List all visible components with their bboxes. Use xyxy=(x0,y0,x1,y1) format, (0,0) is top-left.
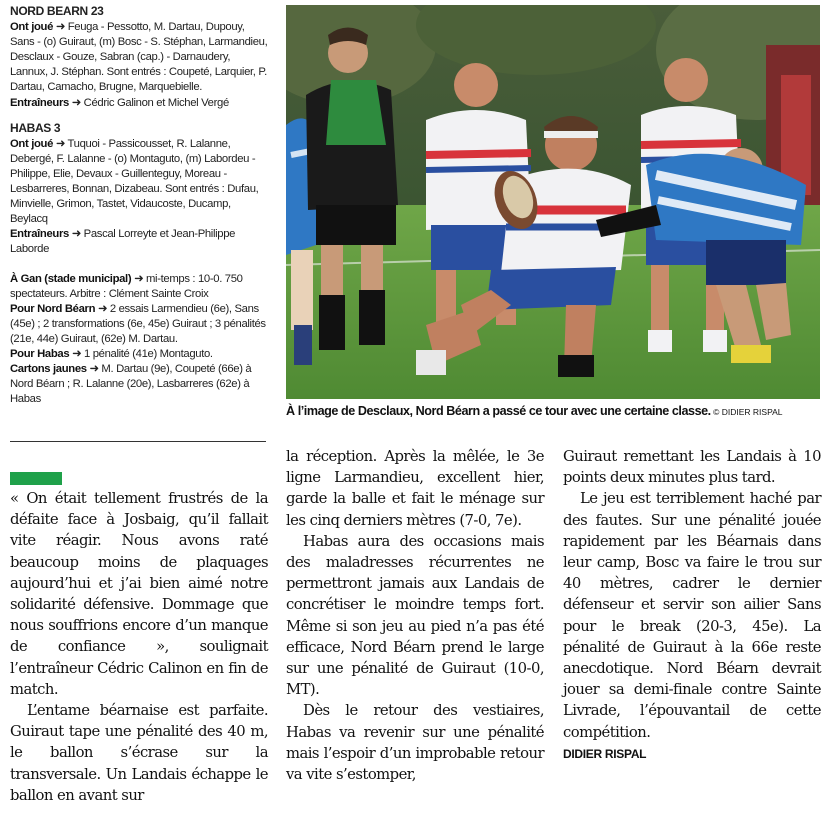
team1-title: NORD BEARN 23 xyxy=(10,4,104,18)
article-paragraph: Le jeu est terriblement haché par des fautes. Sur une pénalité jouée rapidement par les Béarnais dans leur camp, Bosc va faire le trou sur 40 mètres, cadrer le dernier défenseur et servir son ailier Sans pour le break (20-3, 45e). La pénalité de Guiraut à la 66e reste anecdotique. Nord Béarn devrait jouer sa demi-finale contre Sainte Livrade, l’épouvantail de cette compétition. xyxy=(563,490,821,741)
match-yellow-cards: Cartons jaunes ➜ M. Dartau (9e), Coupeté (66e) à Nord Béarn ; R. Lalanne (20e), Lasbarreres (62e) à Habas xyxy=(10,363,252,406)
team2-lineup: Ont joué ➜ Tuquoi - Passicousset, R. Lalanne, Debergé, F. Lalanne - (o) Montaguto, (m) Labordeu - Philippe, Elie, Devaux - Guillenteguy, Moreau - Lesbarreres, Bonnan, Dizabeau. Sont entrés : Dufau, Minvielle, Grimon, Tastet, Vidaucoste, Ducamp, Beylacq xyxy=(10,137,259,226)
match-nord-scorers: Pour Nord Béarn ➜ 2 essais Larmendieu (6e), Sans (45e) ; 2 transformations (6e, 45e) Guiraut ; 3 pénalités (21e, 44e) Guiraut, (62e) M. Dartau. xyxy=(10,302,266,345)
arrow-icon: ➜ xyxy=(55,137,65,150)
section-accent-bar xyxy=(10,472,62,485)
sidebar-divider xyxy=(10,441,266,442)
team-sheet-sidebar xyxy=(10,4,268,407)
team2-title: HABAS 3 xyxy=(10,120,61,135)
article-paragraph: Dès le retour des vestiaires, Habas va revenir sur une pénalité mais l’espoir d’un improbable retour va vite s’estomper, xyxy=(286,702,544,784)
article-paragraph: la réception. Après la mêlée, le 3e ligne Larmandieu, excellent hier, garde la balle et fait le ménage sur les cinq derniers mètres (7-0, 7e). xyxy=(286,448,544,529)
rugby-photo xyxy=(286,5,820,399)
arrow-icon: ➜ xyxy=(71,96,81,109)
team2-coaches: Entraîneurs ➜ Pascal Lorreyte et Jean-Philippe Laborde xyxy=(10,228,236,256)
match-habas-scorers: Pour Habas ➜ 1 pénalité (41e) Montaguto. xyxy=(10,347,213,360)
rugby-match-illustration xyxy=(286,5,820,399)
article-column-3 xyxy=(563,446,821,765)
article-paragraph: L’entame béarnaise est parfaite. Guiraut tape une pénalité des 40 m, le ballon s’écrase sur la transversale. Un Landais échappe le ballon en avant sur xyxy=(10,702,268,804)
team1-coaches: Entraîneurs ➜ Cédric Galinon et Michel Vergé xyxy=(10,96,229,109)
article-column-2 xyxy=(286,446,544,785)
article-paragraph: Habas aura des occasions mais des maladresses récurrentes ne permettront jamais aux Landais de concrétiser le moindre temps fort. Même si son jeu au pied n’a pas été efficace, Nord Béarn prend le large sur une pénalité de Guiraut (10-0, MT). xyxy=(286,532,544,699)
arrow-icon: ➜ xyxy=(72,347,82,360)
photo-credit: © DIDIER RISPAL xyxy=(710,407,783,417)
arrow-icon: ➜ xyxy=(71,228,81,241)
arrow-icon: ➜ xyxy=(134,272,144,285)
match-venue: À Gan (stade municipal) ➜ mi-temps : 10-0. 750 spectateurs. Arbitre : Clément Sainte Croix xyxy=(10,272,243,300)
author-signature: DIDIER RISPAL xyxy=(563,746,647,761)
arrow-icon: ➜ xyxy=(89,363,99,376)
article-quote-paragraph: « On était tellement frustrés de la défaite face à Josbaig, qu’il fallait vite réagir. Nous avons raté beaucoup moins de plaquages aujourd’hui et j’ai bien aimé notre solidarité défensive. Dommage que nous souffrions encore d’un manque de confiance », soulignait l’entraîneur Cédric Calinon en fin de match. xyxy=(10,490,268,698)
article-column-1 xyxy=(10,488,268,806)
arrow-icon: ➜ xyxy=(97,302,108,315)
arrow-icon: ➜ xyxy=(55,21,65,34)
photo-caption: À l’image de Desclaux, Nord Béarn a passé ce tour avec une certaine classe. © DIDIER RISPAL xyxy=(286,404,783,418)
article-paragraph: Guiraut remettant les Landais à 10 points deux minutes plus tard. xyxy=(563,448,821,487)
team1-lineup: Ont joué ➜ Feuga - Pessotto, M. Dartau, Dupouy, Sans - (o) Guiraut, (m) Bosc - S. Stéphan, Larmandieu, Desclaux - Gouze, Sabran (cap.) - Darnaudery, Lannux, J. Stéphan. Sont entrés : Coupeté, Larquier, P. Dartau, Camacho, Brugne, Marquebielle. xyxy=(10,21,268,94)
